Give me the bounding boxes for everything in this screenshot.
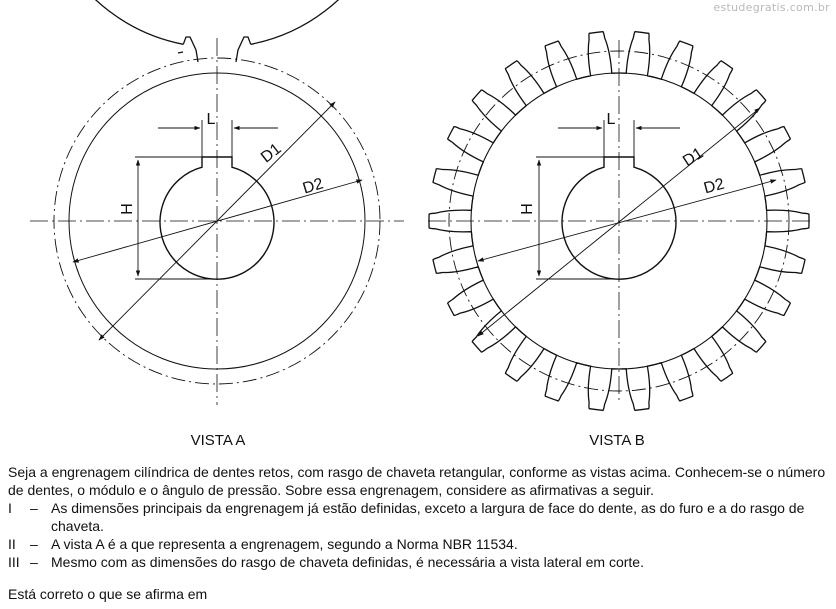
statement-text: Mesmo com as dimensões do rasgo de chaveta definidas, é necessária a vista lateral em corte. [51,554,644,570]
view-b-drawing [428,32,812,411]
statement-number: III [8,554,20,570]
view-a-caption: VISTA A [190,432,246,449]
view-a-outer-circle [39,0,395,44]
view-a-label-L: L [206,111,216,128]
statement-dash: – [30,500,38,516]
view-a-drawing [30,0,404,405]
view-a-label-H: H [119,203,136,215]
view-b-label-D2: D2 [702,175,727,198]
statement-1 [8,499,832,535]
intro-paragraph: Seja a engrenagem cilíndrica de dentes retos, com rasgo de chaveta retangular, conforme as vistas acima. Conhecem-se o número de dentes, o módulo e o ângulo de pressão. Sobre essa engrenagem, considere as afirmativas a seguir. [8,464,826,498]
view-b-label-H: H [519,203,536,215]
question-prompt: Está correto o que se afirma em [8,586,208,602]
statement-text: A vista A é a que representa a engrenagem, segundo a Norma NBR 11534. [51,536,518,552]
view-a-label-D1: D1 [258,140,285,167]
statement-text: As dimensões principais da engrenagem já estão definidas, exceto a largura de face do dente, as do furo e a do rasgo de chaveta. [51,500,805,534]
statement-3 [8,553,832,571]
view-a-top-tooth-left [183,37,198,62]
view-a-label-D2: D2 [300,175,326,198]
view-b-label-D1: D1 [680,144,707,171]
view-a-top-tooth-right [236,37,251,62]
statement-dash: – [30,536,38,552]
watermark: estudegratis.com.br [713,1,830,14]
question-text [8,463,832,603]
statement-number: I [8,500,12,516]
statement-number: II [8,536,16,552]
statement-dash: – [30,554,38,570]
view-b-label-L: L [606,111,616,128]
statement-2 [8,535,832,553]
view-b-caption: VISTA B [589,432,645,449]
